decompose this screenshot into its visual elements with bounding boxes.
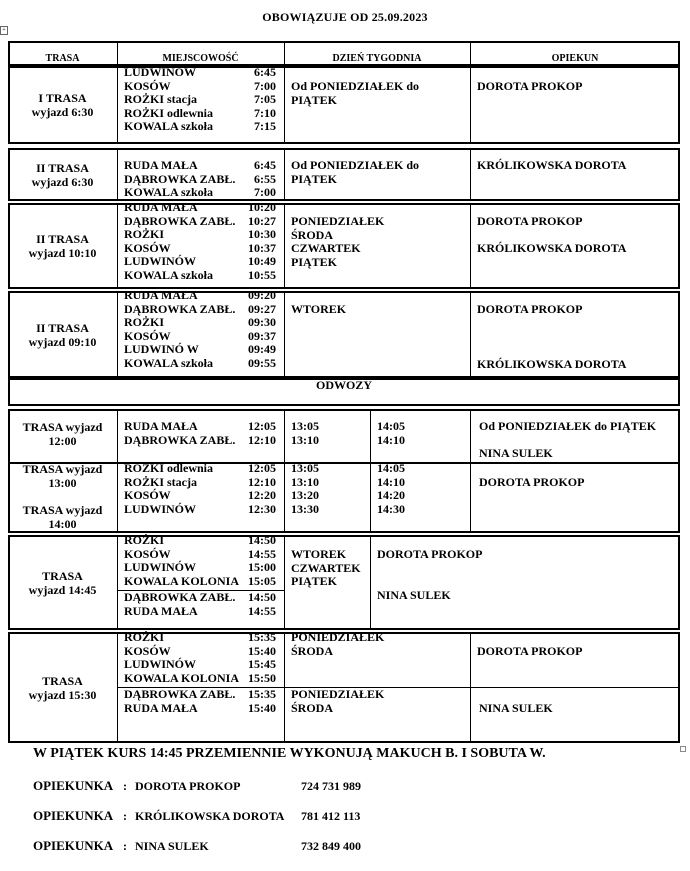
stop-name: LUDWINÓW [124, 254, 197, 269]
guardian: NINA SULEK [479, 701, 553, 715]
stop-name: ROŻKI stacja [124, 92, 197, 107]
stop-time: 15:40 [248, 643, 276, 658]
day-item: CZWARTEK [291, 241, 361, 256]
stop-time: 15:05 [248, 573, 276, 588]
stop-row [124, 688, 276, 702]
day-item: CZWARTEK [291, 560, 361, 575]
time-value: 14:10 [377, 432, 405, 447]
contact-row [33, 778, 633, 794]
divider [470, 291, 471, 378]
stop-row [124, 173, 276, 187]
guardian: KRÓLIKOWSKA DOROTA [477, 158, 627, 172]
header-dzien: DZIEŃ TYGODNIA [332, 53, 422, 64]
time-value: 13:05 [291, 419, 319, 433]
time-value: 13:10 [291, 474, 319, 489]
stop-name: ROŻKI [124, 630, 165, 644]
contact-phone: 781 412 113 [301, 809, 361, 823]
stop-time: 14:50 [248, 590, 276, 604]
days [291, 548, 361, 589]
stop-row [124, 534, 276, 548]
stop-time: 12:05 [248, 419, 276, 433]
stop-name: LUDWINÓW [124, 65, 197, 79]
stop-time: 7:00 [254, 185, 276, 200]
stop-row [124, 591, 276, 605]
days [291, 159, 419, 186]
time-value: 13:05 [291, 461, 319, 475]
stop-row [124, 215, 276, 229]
stop-time: 12:20 [248, 488, 276, 503]
stop-name: DĄBROWKA ZABŁ. [124, 301, 236, 316]
contact-row [33, 808, 633, 824]
stop-name: RUDA MAŁA [124, 419, 198, 433]
stop-row [124, 107, 276, 121]
day-item: ŚRODA [291, 227, 334, 242]
stop-time: 15:35 [248, 630, 276, 644]
stop-row [124, 702, 276, 716]
stop-name: KOSÓW [124, 328, 171, 343]
stop-row [124, 645, 276, 659]
divider [470, 66, 471, 144]
stop-time: 09:30 [248, 315, 276, 330]
route-departure: wyjazd 6:30 [31, 105, 94, 119]
stop-time: 09:20 [248, 288, 276, 302]
stop-list [124, 201, 276, 283]
stop-name: KOWALA KOLONIA [124, 670, 240, 685]
route-name: II TRASA [36, 232, 89, 246]
stop-time: 14:55 [248, 546, 276, 561]
time-value: 14:20 [377, 488, 405, 503]
stop-row [124, 489, 276, 503]
stop-name: LUDWINÓW [124, 560, 197, 575]
route-departure: 12:00 [48, 434, 77, 448]
guardian: DOROTA PROKOP [477, 79, 583, 93]
stop-list [124, 462, 276, 516]
divider [117, 148, 118, 201]
route-name: TRASA wyjazd [22, 462, 103, 476]
stop-name: RUDA MAŁA [124, 603, 198, 618]
guardian: DOROTA PROKOP [377, 547, 483, 561]
stop-row [124, 303, 276, 317]
stop-row [124, 159, 276, 173]
stop-name: DĄBROWKA ZABŁ. [124, 432, 236, 447]
resize-handle-icon [680, 746, 686, 752]
contact-name: KRÓLIKOWSKA DOROTA [135, 809, 285, 823]
stop-time: 12:30 [248, 501, 276, 516]
stop-name: RUDA MAŁA [124, 700, 198, 715]
time-value: 13:10 [291, 432, 319, 447]
stop-row [124, 658, 276, 672]
stop-name: DĄBROWKA ZABŁ. [124, 590, 236, 604]
route-departure: 14:00 [48, 517, 77, 531]
stop-row [124, 357, 276, 371]
guardian: DOROTA PROKOP [477, 214, 583, 228]
stop-name: KOSÓW [124, 546, 171, 561]
header-trasa: TRASA [45, 53, 80, 64]
route-departure: 13:00 [48, 476, 77, 490]
contact-separator: : [123, 779, 127, 793]
stop-name: KOWALA szkoła [124, 267, 214, 282]
stop-time: 10:30 [248, 227, 276, 242]
stop-time: 10:37 [248, 240, 276, 255]
day-item: PIĄTEK [291, 254, 338, 269]
day-item: WTOREK [291, 302, 347, 316]
stop-row [124, 269, 276, 283]
day-item: PONIEDZIAŁEK [291, 630, 385, 644]
stop-name: KOWALA szkoła [124, 119, 214, 134]
guardian: DOROTA PROKOP [477, 302, 583, 316]
stop-row [124, 561, 276, 575]
stop-row [124, 672, 276, 686]
stop-time: 09:37 [248, 328, 276, 343]
time-value: 14:05 [377, 461, 405, 475]
stop-name: DĄBROWKA ZABŁ. [124, 213, 236, 228]
stop-row [124, 575, 276, 589]
stop-time: 6:45 [254, 65, 276, 79]
contact-separator: : [123, 839, 127, 853]
stop-time: 7:05 [254, 92, 276, 107]
stop-row [124, 420, 276, 434]
stop-time: 10:27 [248, 213, 276, 228]
stop-row [124, 255, 276, 269]
days [291, 688, 384, 715]
time-value: 13:30 [291, 501, 319, 516]
route-name: TRASA [42, 568, 83, 583]
stop-row [124, 186, 276, 200]
day-item: Od PONIEDZIAŁEK do [291, 158, 420, 172]
route-departure: wyjazd 09:10 [28, 334, 97, 349]
stop-name: KOSÓW [124, 78, 171, 93]
stop-name: LUDWINÓW [124, 657, 197, 672]
stop-time: 15:35 [248, 687, 276, 701]
route-label [8, 503, 117, 531]
stop-name: KOSÓW [124, 488, 171, 503]
day-item: ŚRODA [291, 700, 334, 715]
stop-time: 7:15 [254, 119, 276, 134]
stop-list [124, 534, 276, 588]
footer-note: W PIĄTEK KURS 14:45 PRZEMIENNIE WYKONUJĄ MAKUCH B. I SOBUTA W. [33, 746, 546, 761]
stop-time: 14:55 [248, 603, 276, 618]
contact-separator: : [123, 809, 127, 823]
stop-name: RUDA MAŁA [124, 158, 198, 172]
stop-name: RUDA MAŁA [124, 200, 198, 214]
stop-list [124, 420, 276, 447]
stop-name: ROŻKI stacja [124, 474, 197, 489]
route-name: TRASA [42, 673, 83, 688]
days [291, 631, 384, 658]
route-departure: wyjazd 10:10 [28, 246, 97, 260]
stop-name: LUDWINÓW [124, 501, 197, 516]
contact-phone: 724 731 989 [301, 779, 361, 793]
route-departure: wyjazd 15:30 [28, 687, 97, 702]
stop-row [124, 330, 276, 344]
day-item: PONIEDZIAŁEK [291, 687, 385, 701]
contact-role: OPIEKUNKA [33, 808, 114, 823]
stop-time: 7:10 [254, 105, 276, 120]
divider [284, 535, 285, 630]
day-item: PIĄTEK [291, 574, 338, 589]
day-item: PIĄTEK [291, 171, 338, 186]
stop-name: ROŻKI [124, 227, 165, 242]
time-value: 14:05 [377, 419, 405, 433]
divider [117, 535, 118, 630]
divider [284, 203, 285, 289]
route-label [8, 632, 117, 743]
stop-time: 7:00 [254, 78, 276, 93]
route-label [8, 535, 117, 630]
stop-time: 6:55 [254, 171, 276, 186]
stop-row [124, 80, 276, 94]
route-label [8, 203, 117, 289]
stop-row [124, 201, 276, 215]
stop-time: 10:20 [248, 200, 276, 214]
stop-time: 15:50 [248, 670, 276, 685]
contact-role: OPIEKUNKA [33, 778, 114, 793]
day-item: PIĄTEK [291, 92, 338, 107]
stop-list [124, 631, 276, 685]
stop-row [124, 289, 276, 303]
header-opiekun: OPIEKUN [551, 53, 599, 64]
guardian: KRÓLIKOWSKA DOROTA [477, 357, 627, 371]
stop-time: 09:49 [248, 342, 276, 357]
stop-time: 12:10 [248, 474, 276, 489]
route-label [8, 66, 117, 144]
divider [117, 203, 118, 289]
stop-row [124, 605, 276, 619]
stop-row [124, 228, 276, 242]
stop-row [124, 631, 276, 645]
stop-time: 15:00 [248, 560, 276, 575]
divider [470, 148, 471, 201]
time-value: 13:20 [291, 488, 319, 503]
day-item: PONIEDZIAŁEK [291, 214, 385, 228]
stop-row [124, 120, 276, 134]
route-name: II TRASA [36, 320, 89, 335]
route-label [8, 291, 117, 378]
stop-row [124, 66, 276, 80]
stop-list [124, 688, 276, 715]
divider [370, 535, 371, 630]
time-column [291, 462, 319, 516]
stop-time: 15:40 [248, 700, 276, 715]
days [291, 303, 346, 317]
guardian: NINA SULEK [377, 588, 451, 602]
stop-name: KOWALA szkoła [124, 185, 214, 200]
contact-role: OPIEKUNKA [33, 838, 114, 853]
route-label [8, 420, 117, 448]
stop-time: 09:27 [248, 301, 276, 316]
stop-name: ROŻKI [124, 315, 165, 330]
stop-row [124, 93, 276, 107]
stop-name: ROŻKI odlewnia [124, 461, 214, 475]
stop-list [124, 591, 276, 618]
time-value: 14:30 [377, 501, 405, 516]
day-item: ŚRODA [291, 643, 334, 658]
route-label [8, 462, 117, 490]
days: Od PONIEDZIAŁEK do PIĄTEK [479, 419, 657, 433]
stop-list [124, 159, 276, 200]
odwozy-title: ODWOZY [315, 378, 372, 392]
stop-time: 14:50 [248, 533, 276, 547]
contact-name: NINA SULEK [135, 839, 209, 853]
divider [470, 203, 471, 289]
divider [284, 66, 285, 144]
stop-time: 12:05 [248, 461, 276, 475]
route-name: II TRASA [36, 160, 89, 175]
stop-name: DĄBROWKA ZABŁ. [124, 687, 236, 701]
guardian: NINA SULEK [479, 446, 553, 460]
day-item: Od PONIEDZIAŁEK do [291, 79, 420, 93]
time-column [377, 462, 405, 516]
days [291, 215, 384, 269]
stop-name: ROŻKI odlewnia [124, 105, 214, 120]
stop-list [124, 289, 276, 371]
route-departure: wyjazd 6:30 [31, 174, 94, 189]
time-column [291, 420, 319, 447]
stop-time: 10:49 [248, 254, 276, 269]
stop-time: 12:10 [248, 432, 276, 447]
stop-name: KOSÓW [124, 643, 171, 658]
stop-name: KOSÓW [124, 240, 171, 255]
stop-time: 10:55 [248, 267, 276, 282]
time-value: 14:10 [377, 474, 405, 489]
stop-row [124, 434, 276, 448]
stop-row [124, 476, 276, 490]
days [291, 80, 419, 107]
stop-row [124, 548, 276, 562]
route-name: TRASA wyjazd [22, 503, 103, 517]
stop-name: ROŻKI [124, 533, 165, 547]
stop-row [124, 242, 276, 256]
route-name: I TRASA [38, 91, 87, 105]
header-miejscowosc: MIEJSCOWOŚĆ [162, 53, 239, 64]
stop-row [124, 316, 276, 330]
divider [117, 291, 118, 378]
time-column [377, 420, 405, 447]
guardian: KRÓLIKOWSKA DOROTA [477, 241, 627, 255]
stop-name: KOWALA szkoła [124, 355, 214, 370]
route-name: TRASA wyjazd [22, 420, 103, 434]
divider [284, 291, 285, 378]
stop-time: 09:55 [248, 355, 276, 370]
divider [284, 148, 285, 201]
stop-row [124, 343, 276, 357]
page-title: OBOWIĄZUJE OD 25.09.2023 [262, 10, 428, 24]
stop-name: RUDA MAŁA [124, 288, 198, 302]
stop-name: DĄBROWKA ZABŁ. [124, 171, 236, 186]
stop-time: 6:45 [254, 158, 276, 172]
route-departure: wyjazd 14:45 [28, 582, 97, 597]
contact-phone: 732 849 400 [301, 839, 361, 853]
stop-list [124, 66, 276, 134]
contact-row [33, 838, 633, 854]
divider [117, 66, 118, 144]
stop-row [124, 462, 276, 476]
route-label [8, 148, 117, 201]
day-item: WTOREK [291, 547, 347, 561]
stop-row [124, 503, 276, 517]
stop-name: KOWALA KOLONIA [124, 573, 240, 588]
table-anchor-icon: + [0, 26, 8, 35]
contact-name: DOROTA PROKOP [135, 779, 241, 793]
stop-name: LUDWINÓ W [124, 342, 199, 357]
guardian: DOROTA PROKOP [477, 644, 583, 658]
guardian: DOROTA PROKOP [479, 475, 585, 489]
stop-time: 15:45 [248, 657, 276, 672]
